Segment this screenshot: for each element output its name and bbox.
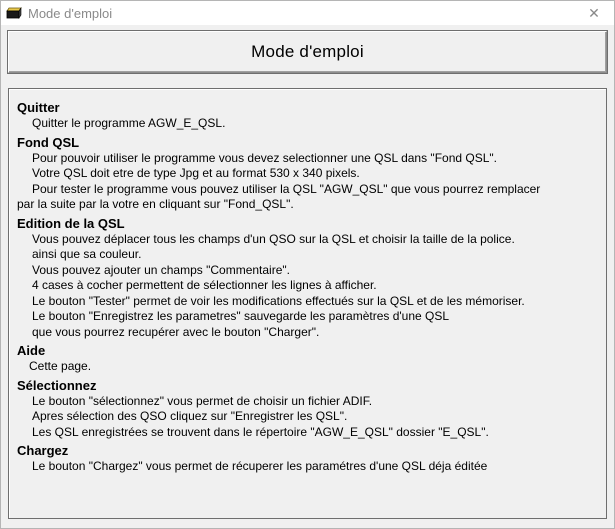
section-text: 4 cases à cocher permettent de sélectionner les lignes à afficher. bbox=[32, 278, 377, 292]
page-title: Mode d'emploi bbox=[251, 42, 364, 61]
section-title: Quitter bbox=[17, 100, 60, 115]
section-text: Pour pouvoir utiliser le programme vous devez selectionner une QSL dans "Fond QSL". bbox=[32, 150, 497, 165]
section-quitter bbox=[17, 100, 598, 132]
section-title: Edition de la QSL bbox=[17, 215, 125, 231]
section-title: Sélectionnez bbox=[17, 377, 97, 393]
close-icon[interactable]: ✕ bbox=[588, 4, 600, 21]
section-text: Cette page. bbox=[29, 359, 92, 373]
section-text: Vous pouvez déplacer tous les champs d'un QSO sur la QSL et choisir la taille de la police. bbox=[32, 231, 515, 246]
section-text: Apres sélection des QSO cliquez sur "Enregistrer les QSL". bbox=[32, 409, 348, 423]
header-panel bbox=[8, 31, 607, 73]
section-text: Quitter le programme AGW_E_QSL. bbox=[32, 116, 226, 130]
app-icon bbox=[6, 7, 22, 19]
section-text: Le bouton "Tester" permet de voir les modifications effectués sur la QSL et de les mémoriser. bbox=[32, 293, 525, 308]
section-text: par la suite par la votre en cliquant sur "Fond_QSL". bbox=[17, 197, 294, 211]
section-selectionnez bbox=[17, 378, 598, 441]
section-fond-qsl bbox=[17, 135, 598, 213]
section-text: Vous pouvez ajouter un champs "Commentaire". bbox=[32, 262, 290, 277]
window-title: Mode d'emploi bbox=[28, 5, 113, 21]
section-title: Fond QSL bbox=[17, 134, 80, 150]
section-text: Le bouton "Enregistrez les parametres" sauvegarde les paramètres d'une QSL bbox=[32, 309, 450, 323]
section-text: Le bouton "Chargez" vous permet de récuperer les paramétres d'une QSL déja éditée bbox=[32, 459, 488, 473]
help-content-panel bbox=[8, 88, 607, 519]
section-text: ainsi que sa couleur. bbox=[32, 247, 142, 261]
section-edition-qsl bbox=[17, 216, 598, 341]
section-text: Votre QSL doit etre de type Jpg et au format 530 x 340 pixels. bbox=[32, 166, 360, 180]
section-aide bbox=[17, 343, 598, 375]
section-text: Le bouton "sélectionnez" vous permet de choisir un fichier ADIF. bbox=[32, 393, 373, 408]
section-text: que vous pourrez recupérer avec le bouton "Charger". bbox=[32, 324, 320, 339]
section-title: Chargez bbox=[17, 443, 69, 458]
section-text: Pour tester le programme vous pouvez utiliser la QSL "AGW_QSL" que vous pourrez remplacer bbox=[32, 181, 541, 196]
section-title: Aide bbox=[17, 343, 46, 358]
section-text: Les QSL enregistrées se trouvent dans le répertoire "AGW_E_QSL" dossier "E_QSL". bbox=[32, 424, 489, 439]
section-chargez bbox=[17, 443, 598, 475]
title-bar[interactable] bbox=[1, 1, 614, 25]
